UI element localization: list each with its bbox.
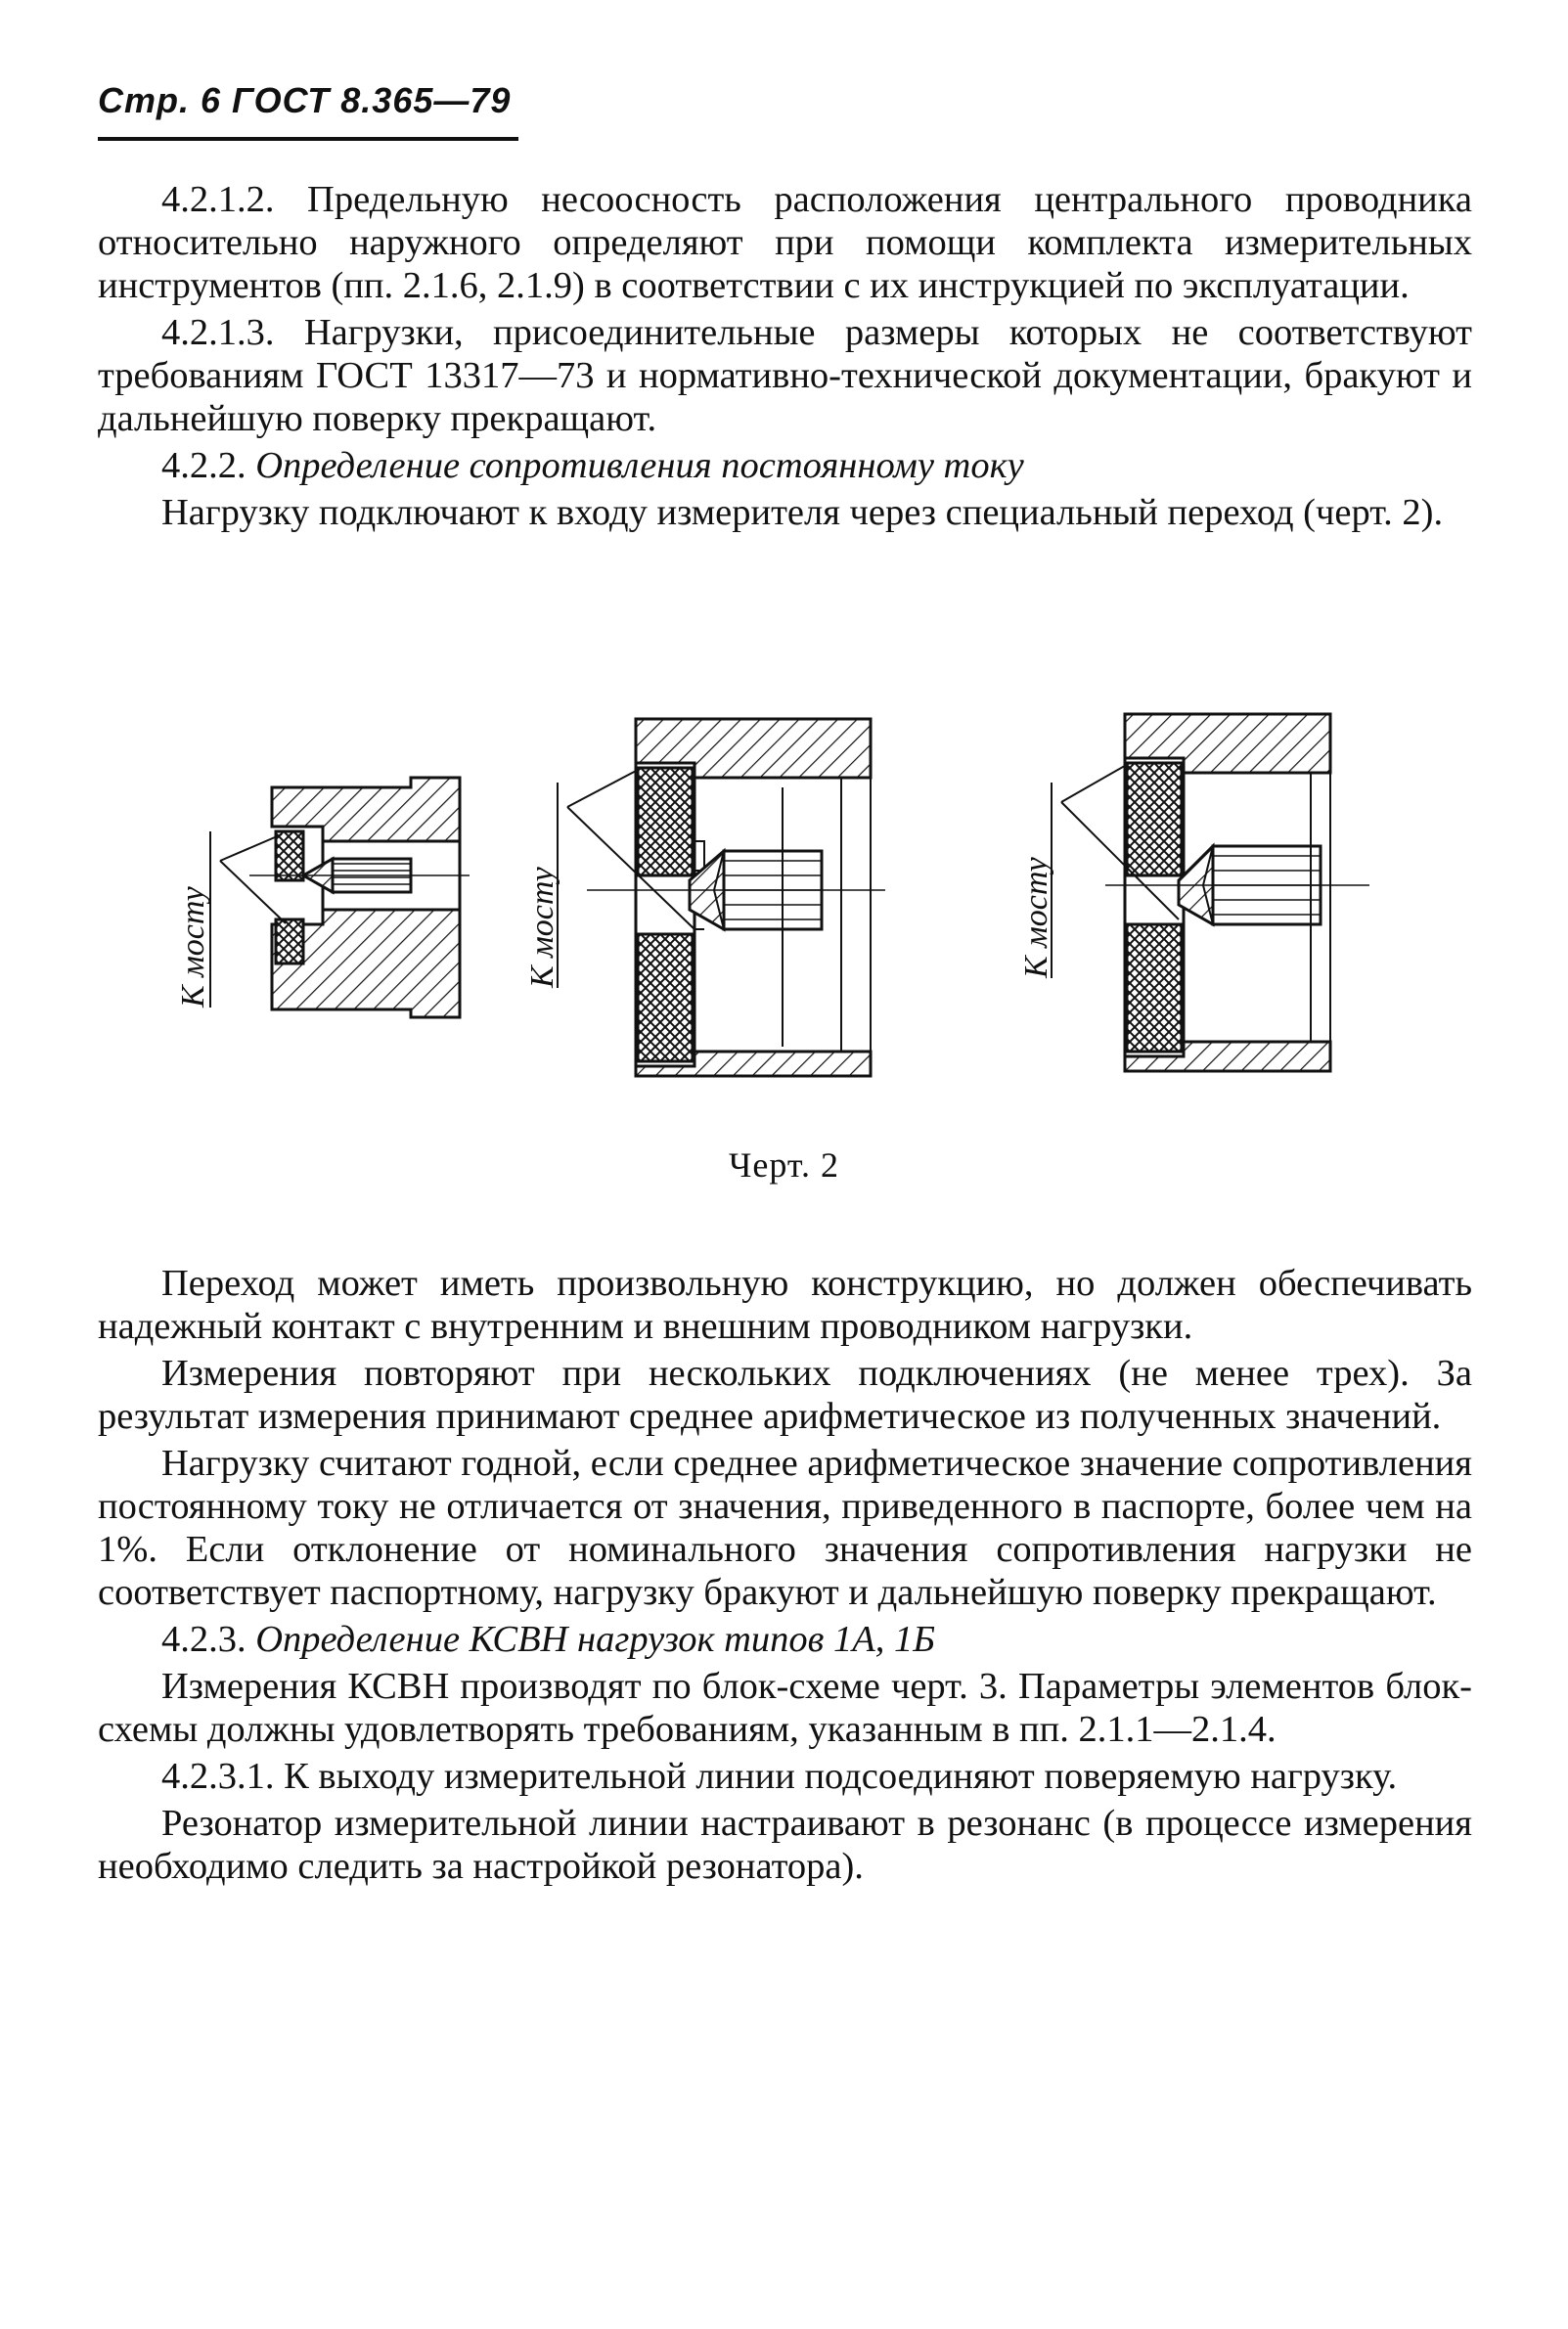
paragraph-repeat: Измерения повторяют при нескольких подключениях (не менее трех). За результат измерения принимают среднее арифметическое из полученных значений.	[98, 1353, 1472, 1437]
figure-label-3: К мосту	[1018, 857, 1054, 978]
paragraph-4-2-2-text: Нагрузку подключают к входу измерителя через специальный переход (черт. 2).	[161, 492, 1444, 533]
connector-drawing-1	[210, 778, 470, 1017]
figure-label-1: К мосту	[175, 886, 211, 1008]
paragraph-adapter: Переход может иметь произвольную конструкцию, но должен обеспечивать надежный контакт с внутренним и внешним проводником нагрузки.	[98, 1263, 1472, 1347]
paragraph-4-2-1-2: 4.2.1.2. Предельную несоосность расположения центрального проводника относительно наружного определяют при помощи комплекта измерительных инструментов (пп. 2.1.6, 2.1.9) в соответствии с их инструкцией по эксплуатации.	[98, 179, 1472, 306]
section-title: Определение сопротивления постоянному току	[255, 445, 1024, 486]
section-title: Определение КСВН нагрузок типов 1А, 1Б	[255, 1619, 935, 1660]
section-number: 4.2.3.	[161, 1619, 246, 1660]
paragraph-4-2-3-1: 4.2.3.1. К выходу измерительной линии подсоединяют поверяемую нагрузку.	[161, 1756, 1398, 1797]
figure-caption: Черт. 2	[729, 1145, 839, 1185]
paragraph-4-2-3-text: Измерения КСВН производят по блок-схеме черт. 3. Параметры элементов блок-схемы должны удовлетворять требованиям, указанным в пп. 2.1.1—2.1.4.	[98, 1666, 1472, 1750]
header-rule	[98, 137, 518, 141]
section-number: 4.2.2.	[161, 445, 246, 486]
paragraph-4-2-1-3: 4.2.1.3. Нагрузки, присоединительные размеры которых не соответствуют требованиям ГОСТ 13317—73 и нормативно-технической документации, бракуют и дальнейшую поверку прекращают.	[98, 312, 1472, 439]
page-header: Стр. 6 ГОСТ 8.365—79	[98, 80, 512, 120]
text-block-top	[98, 178, 1472, 534]
section-4-2-3-heading	[98, 1618, 1472, 1661]
connector-drawing-3	[1052, 714, 1369, 1071]
section-4-2-2-heading	[98, 444, 1472, 487]
text-block-bottom	[98, 1262, 1472, 1888]
figure-drawings	[0, 685, 1568, 1144]
paragraph-resonator: Резонатор измерительной линии настраивают в резонанс (в процессе измерения необходимо следить за настройкой резонатора).	[98, 1803, 1472, 1887]
connector-drawing-2	[558, 719, 885, 1076]
paragraph-acceptance: Нагрузку считают годной, если среднее арифметическое значение сопротивления постоянному току не отличается от значения, приведенного в паспорте, более чем на 1%. Если отклонение от номинального значения сопротивления нагрузки не соответствует паспортному, нагрузку бракуют и дальнейшую поверку прекращают.	[98, 1443, 1472, 1613]
figure-label-2: К мосту	[524, 867, 560, 988]
